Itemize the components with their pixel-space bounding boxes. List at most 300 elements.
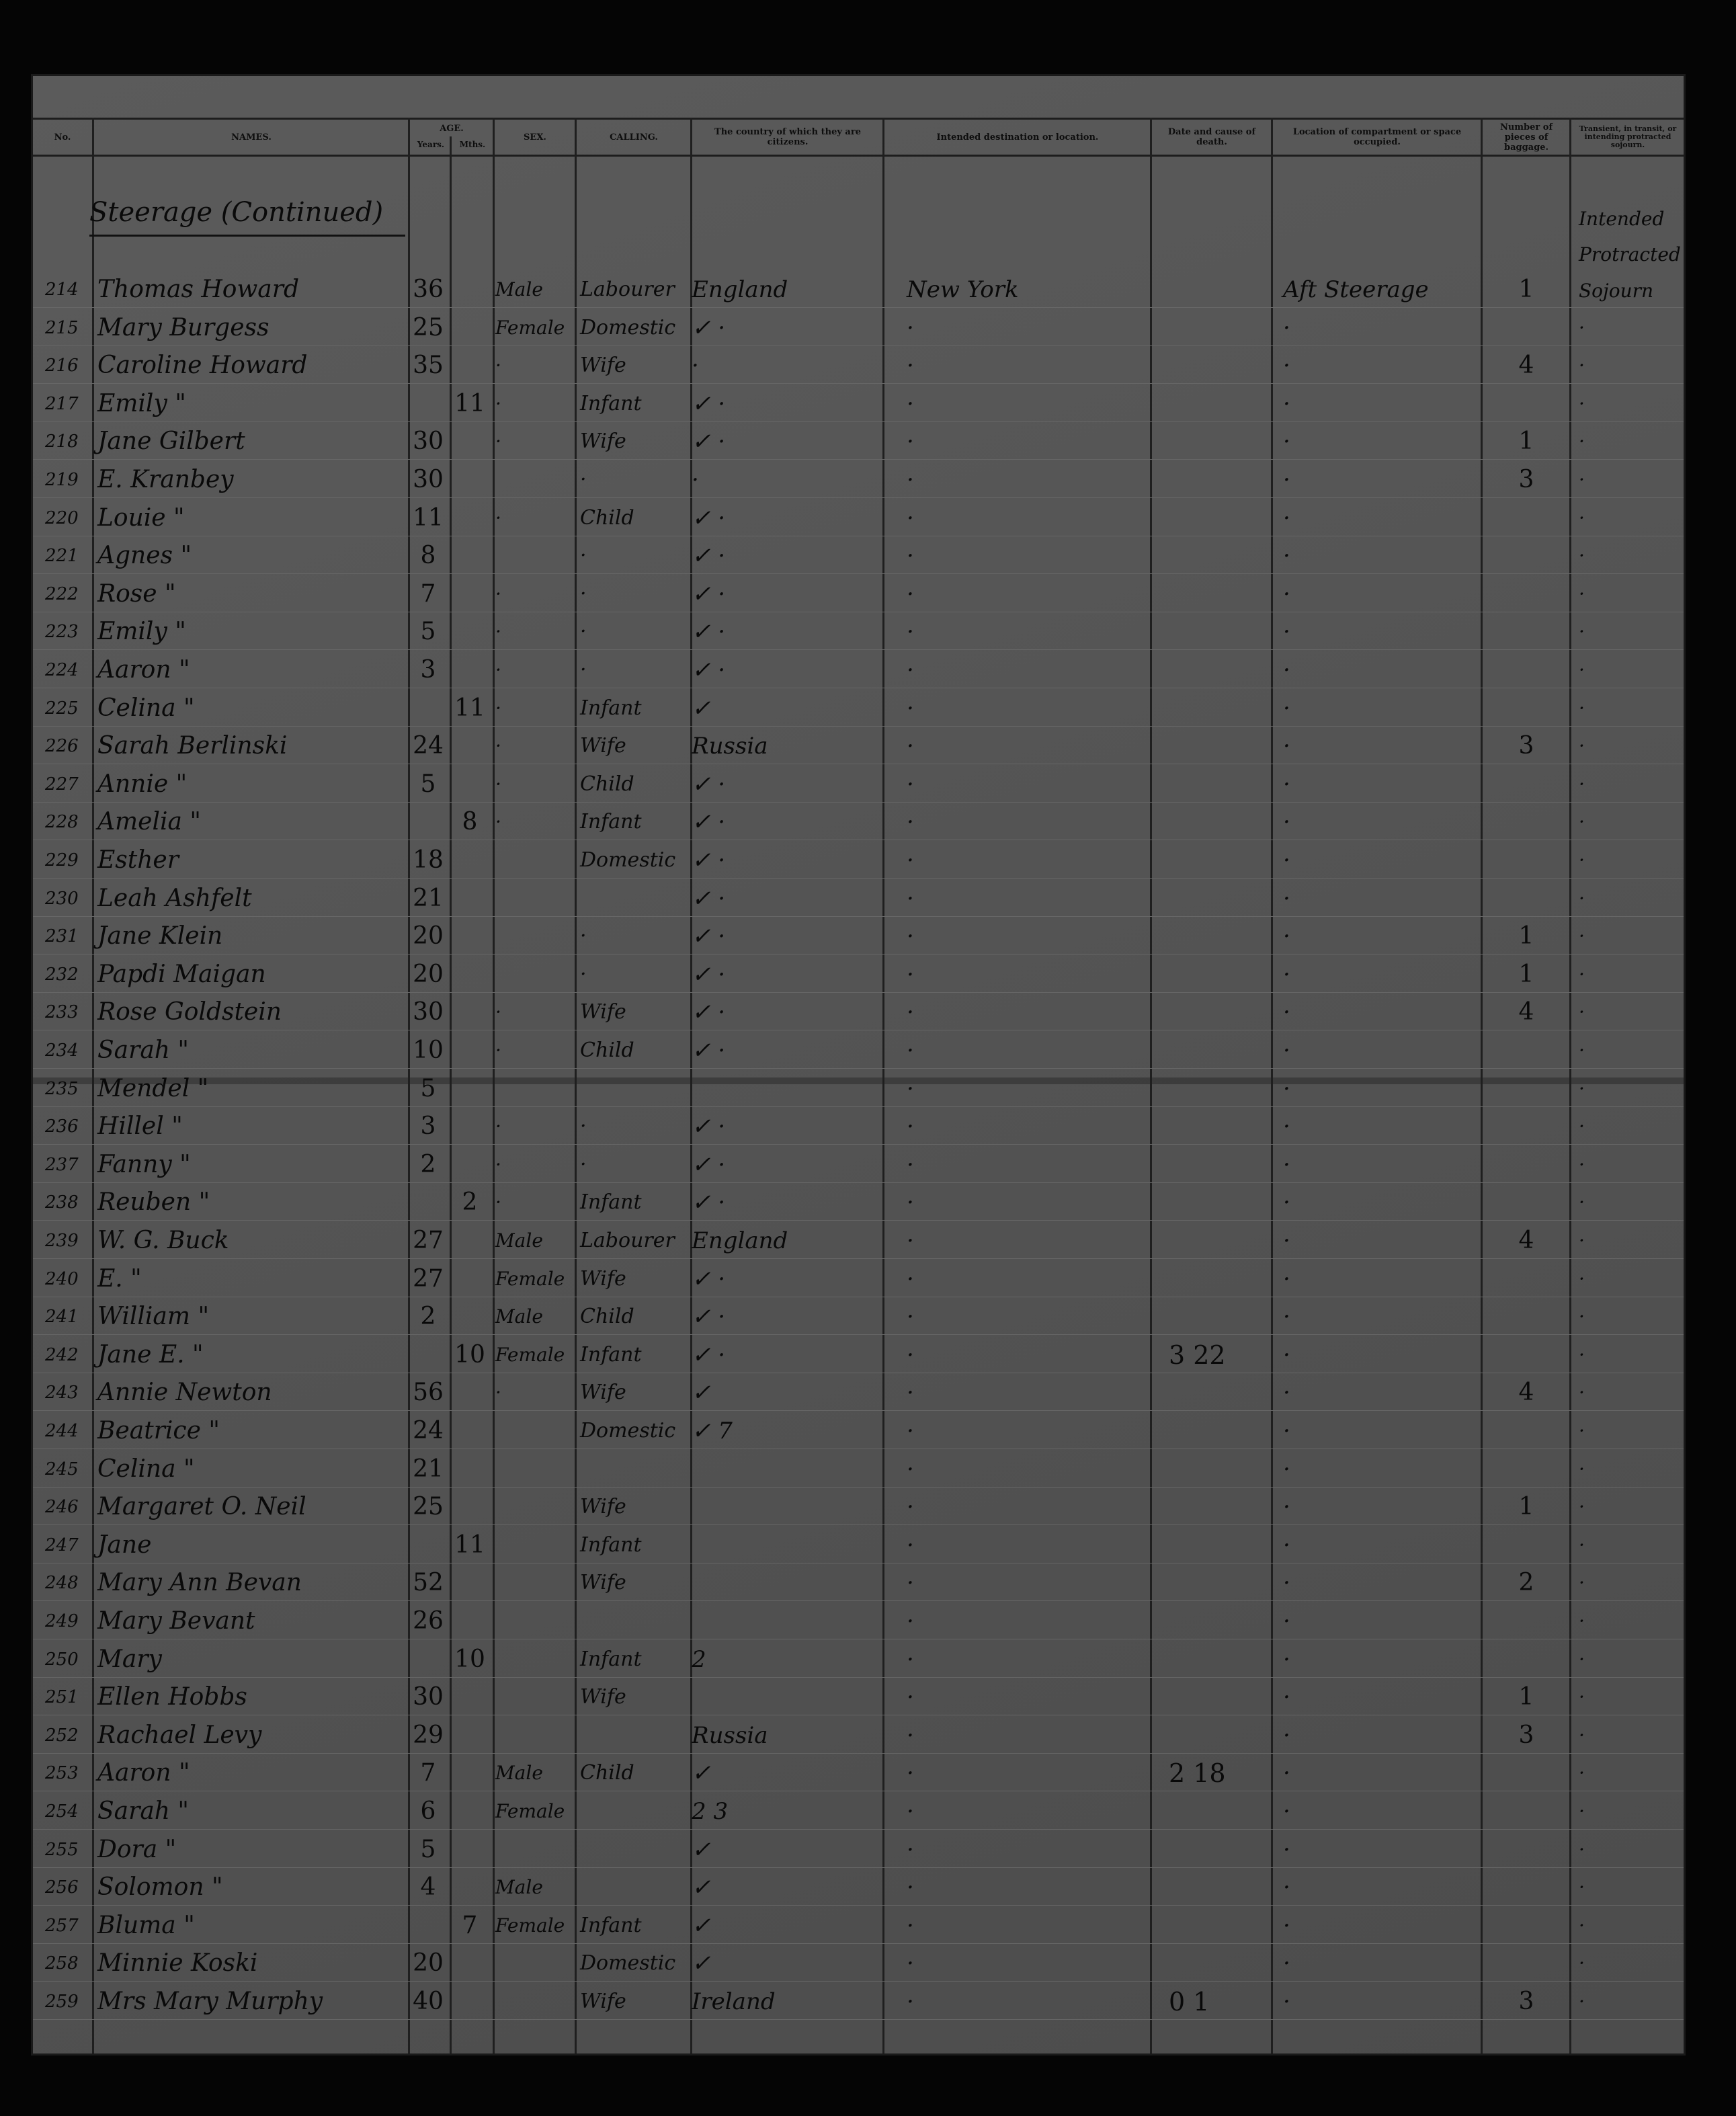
passenger-name: Emily "	[97, 618, 186, 645]
calling: Child	[580, 772, 634, 796]
calling: ·	[580, 963, 587, 986]
sex	[495, 1564, 575, 1602]
age-months	[450, 1298, 490, 1336]
calling: Wife	[580, 354, 626, 377]
age-years: 6	[420, 1797, 436, 1825]
passenger-name: Rose Goldstein	[97, 998, 282, 1026]
sex: ·	[495, 1115, 501, 1137]
passenger-number: 258	[45, 1953, 79, 1973]
age-years: 27	[413, 1227, 444, 1254]
passenger-number: 230	[45, 889, 79, 909]
baggage-count: 1	[1518, 1683, 1534, 1711]
header-baggage: Number of pieces of baggage.	[1499, 122, 1553, 153]
baggage-count	[1485, 1793, 1568, 1830]
age-years: 56	[413, 1379, 444, 1406]
destination: ·	[907, 1532, 914, 1559]
death-info	[1169, 1146, 1290, 1184]
age-months	[450, 1983, 490, 2021]
baggage-count	[1485, 880, 1568, 918]
country: ✓	[692, 695, 711, 722]
table-row	[33, 1678, 1686, 1716]
country	[692, 1488, 880, 1526]
passenger-number: 244	[45, 1421, 79, 1441]
passenger-number: 236	[45, 1116, 79, 1137]
sex: ·	[495, 1381, 501, 1403]
destination: ·	[907, 1646, 914, 1673]
country: ✓ ·	[692, 1151, 726, 1178]
manifest-sheet	[31, 74, 1686, 2056]
baggage-count	[1485, 1907, 1568, 1945]
compartment-location: ·	[1283, 505, 1290, 532]
baggage-count	[1485, 1260, 1568, 1298]
baggage-count	[1485, 537, 1568, 575]
baggage-count	[1485, 690, 1568, 727]
death-info	[1169, 347, 1290, 384]
table-row	[33, 1793, 1686, 1830]
table-row	[33, 727, 1686, 765]
table-row	[33, 1298, 1686, 1336]
age-years	[408, 803, 448, 841]
passenger-name: Esther	[97, 846, 179, 874]
death-info	[1169, 1641, 1290, 1678]
compartment-location: ·	[1283, 1646, 1290, 1673]
country: England	[692, 276, 788, 303]
transient-status: ·	[1579, 1077, 1585, 1100]
country: ✓	[692, 1950, 711, 1977]
sex	[495, 1602, 575, 1640]
age-months	[450, 1564, 490, 1602]
table-row	[33, 271, 1686, 309]
passenger-name: Emily "	[97, 390, 186, 417]
country	[692, 1527, 880, 1564]
table-row	[33, 1451, 1686, 1488]
baggage-count	[1485, 1754, 1568, 1792]
country: ✓ ·	[692, 771, 726, 798]
destination: ·	[907, 1266, 914, 1293]
calling: Domestic	[580, 1419, 676, 1442]
destination: ·	[907, 1151, 914, 1178]
header-age: AGE.	[440, 123, 464, 134]
transient-status: ·	[1579, 1305, 1585, 1328]
age-months	[450, 918, 490, 955]
country: ✓ ·	[692, 809, 726, 836]
sex	[495, 1678, 575, 1716]
baggage-count: 1	[1518, 428, 1534, 455]
compartment-location: ·	[1283, 1227, 1290, 1254]
sex	[495, 1983, 575, 2021]
death-info	[1169, 690, 1290, 727]
age-months	[450, 1602, 490, 1640]
table-row	[33, 309, 1686, 347]
sex	[495, 842, 575, 879]
calling: Infant	[580, 1190, 642, 1214]
sex: Female	[495, 1800, 565, 1822]
transient-status: ·	[1579, 1610, 1585, 1632]
destination: ·	[907, 1342, 914, 1369]
passenger-number: 246	[45, 1497, 79, 1517]
passenger-name: Louie "	[97, 504, 185, 532]
sex: ·	[495, 1001, 501, 1023]
sex	[495, 956, 575, 993]
age-years: 29	[413, 1721, 444, 1749]
death-info	[1169, 1793, 1290, 1830]
baggage-count: 1	[1518, 961, 1534, 988]
transient-status: ·	[1579, 1268, 1585, 1290]
calling: Infant	[580, 1343, 642, 1367]
age-years: 5	[420, 770, 436, 798]
compartment-location: ·	[1283, 1608, 1290, 1635]
header-calling: CALLING.	[610, 132, 658, 143]
calling: Wife	[580, 430, 626, 453]
compartment-location: ·	[1283, 923, 1290, 950]
table-row	[33, 1564, 1686, 1602]
passenger-name: Thomas Howard	[97, 276, 299, 303]
transient-status: ·	[1579, 1344, 1585, 1366]
death-info	[1169, 651, 1290, 689]
death-info	[1169, 1108, 1290, 1145]
calling: Child	[580, 1039, 634, 1062]
country: ✓ ·	[692, 1189, 726, 1216]
table-row	[33, 880, 1686, 918]
passenger-number: 252	[45, 1725, 79, 1746]
compartment-location: ·	[1283, 1266, 1290, 1293]
baggage-count	[1485, 1451, 1568, 1488]
baggage-count	[1485, 1945, 1568, 1982]
country: ✓ ·	[692, 315, 726, 341]
baggage-count: 4	[1518, 998, 1534, 1026]
compartment-location: ·	[1283, 1075, 1290, 1102]
destination: ·	[907, 771, 914, 798]
compartment-location: ·	[1283, 1532, 1290, 1559]
destination: ·	[907, 352, 914, 379]
calling: Child	[580, 506, 634, 530]
transient-status: ·	[1579, 925, 1585, 947]
baggage-count	[1485, 651, 1568, 689]
passenger-name: Dora "	[97, 1836, 177, 1863]
table-row	[33, 1108, 1686, 1145]
table-row	[33, 918, 1686, 955]
passenger-number: 215	[45, 318, 79, 338]
transient-status: ·	[1579, 1876, 1585, 1898]
transient-status: ·	[1579, 735, 1585, 757]
age-months	[450, 1831, 490, 1869]
sex	[495, 537, 575, 575]
destination: ·	[907, 999, 914, 1026]
transient-note: Intended	[1579, 208, 1665, 230]
age-years: 40	[413, 1988, 444, 2015]
baggage-count	[1485, 1032, 1568, 1069]
age-years	[408, 1527, 448, 1564]
age-months	[450, 727, 490, 765]
country: ✓ ·	[692, 542, 726, 569]
death-info	[1169, 1451, 1290, 1488]
passenger-name: Sarah "	[97, 1797, 189, 1825]
death-info	[1169, 1488, 1290, 1526]
compartment-location: ·	[1283, 466, 1290, 493]
passenger-number: 223	[45, 622, 79, 642]
passenger-number: 253	[45, 1763, 79, 1783]
passenger-number: 237	[45, 1155, 79, 1175]
compartment-location: ·	[1283, 847, 1290, 874]
passenger-name: William "	[97, 1303, 210, 1330]
passenger-number: 247	[45, 1535, 79, 1555]
transient-status: ·	[1579, 849, 1585, 871]
passenger-name: E. "	[97, 1265, 142, 1293]
calling: Infant	[580, 810, 642, 833]
transient-status: ·	[1579, 317, 1585, 339]
passenger-number: 218	[45, 432, 79, 452]
baggage-count: 4	[1518, 1379, 1534, 1406]
baggage-count: 1	[1518, 276, 1534, 303]
transient-status: ·	[1579, 659, 1585, 681]
death-info	[1169, 423, 1290, 460]
death-info	[1169, 993, 1290, 1031]
table-row	[33, 1945, 1686, 1982]
transient-status: ·	[1579, 963, 1585, 985]
passenger-number: 219	[45, 470, 79, 490]
passenger-name: Mrs Mary Murphy	[97, 1988, 323, 2015]
death-info	[1169, 1374, 1290, 1412]
table-row	[33, 1717, 1686, 1754]
sex	[495, 880, 575, 918]
section-underline	[89, 235, 405, 237]
passenger-name: Aaron "	[97, 1759, 190, 1787]
table-row	[33, 956, 1686, 993]
age-years: 7	[420, 580, 436, 608]
age-months	[450, 651, 490, 689]
calling: ·	[580, 468, 587, 491]
age-months	[450, 347, 490, 384]
death-info	[1169, 575, 1290, 613]
country: ✓	[692, 1836, 711, 1863]
calling: Infant	[580, 1647, 642, 1671]
destination: ·	[907, 1494, 914, 1520]
compartment-location: ·	[1283, 352, 1290, 379]
death-info	[1169, 727, 1290, 765]
age-years: 10	[413, 1036, 444, 1064]
death-info	[1169, 1412, 1290, 1450]
baggage-count	[1485, 1336, 1568, 1374]
age-months	[450, 880, 490, 918]
age-years: 5	[420, 618, 436, 645]
compartment-location: ·	[1283, 428, 1290, 455]
sex: Female	[495, 1914, 565, 1937]
baggage-count: 3	[1518, 1721, 1534, 1749]
compartment-location: Aft Steerage	[1283, 276, 1429, 303]
transient-status: ·	[1579, 583, 1585, 605]
compartment-location: ·	[1283, 1722, 1290, 1749]
table-row	[33, 537, 1686, 575]
country: ✓	[692, 1874, 711, 1901]
compartment-location: ·	[1283, 999, 1290, 1026]
passenger-number: 243	[45, 1383, 79, 1403]
baggage-count	[1485, 385, 1568, 423]
death-info: 3 22	[1169, 1340, 1226, 1370]
sex	[495, 1945, 575, 1982]
compartment-location: ·	[1283, 1303, 1290, 1330]
age-years: 18	[413, 846, 444, 874]
table-row	[33, 385, 1686, 423]
baggage-count	[1485, 803, 1568, 841]
calling: Wife	[580, 1000, 626, 1024]
country: England	[692, 1227, 788, 1254]
passenger-number: 214	[45, 280, 79, 300]
table-row	[33, 347, 1686, 384]
header-no: No.	[54, 132, 71, 143]
country: ✓ ·	[692, 1113, 726, 1140]
table-row	[33, 1983, 1686, 2021]
table-row	[33, 499, 1686, 537]
transient-status: ·	[1579, 1914, 1585, 1937]
header-names: NAMES.	[231, 132, 272, 143]
table-row	[33, 1412, 1686, 1450]
passenger-number: 229	[45, 850, 79, 870]
sex: ·	[495, 620, 501, 643]
country: ✓ ·	[692, 657, 726, 684]
passenger-name: Sarah Berlinski	[97, 732, 288, 760]
death-info	[1169, 842, 1290, 879]
country: ✓ ·	[692, 618, 726, 645]
passenger-name: Mary Burgess	[97, 314, 270, 341]
age-years: 4	[420, 1873, 436, 1901]
compartment-location: ·	[1283, 1836, 1290, 1863]
death-info	[1169, 1945, 1290, 1982]
compartment-location: ·	[1283, 1912, 1290, 1939]
destination: ·	[907, 466, 914, 493]
baggage-count: 3	[1518, 1988, 1534, 2015]
age-years: 36	[413, 276, 444, 303]
calling: Labourer	[580, 278, 675, 301]
country: ✓ ·	[692, 1342, 726, 1369]
baggage-count	[1485, 1831, 1568, 1869]
destination: ·	[907, 695, 914, 722]
calling: Wife	[580, 1381, 626, 1404]
passenger-name: Mary	[97, 1645, 162, 1673]
table-row	[33, 1831, 1686, 1869]
age-months	[450, 1717, 490, 1754]
passenger-number: 245	[45, 1459, 79, 1479]
age-years: 20	[413, 1949, 444, 1977]
table-row	[33, 1374, 1686, 1412]
passenger-number: 227	[45, 774, 79, 795]
table-header	[33, 118, 1686, 157]
death-info	[1169, 1717, 1290, 1754]
destination: ·	[907, 1950, 914, 1977]
death-info	[1169, 1831, 1290, 1869]
death-info	[1169, 613, 1290, 651]
destination: ·	[907, 1227, 914, 1254]
table-row	[33, 461, 1686, 499]
table-row	[33, 423, 1686, 460]
calling	[580, 1070, 688, 1108]
transient-status: ·	[1579, 1115, 1585, 1137]
age-years: 7	[420, 1759, 436, 1787]
age-months: 7	[462, 1912, 478, 1939]
sex: Female	[495, 1344, 565, 1366]
death-info	[1169, 309, 1290, 347]
destination: ·	[907, 581, 914, 608]
transient-status: ·	[1579, 773, 1585, 795]
age-years	[408, 1184, 448, 1221]
destination: ·	[907, 1874, 914, 1901]
table-row	[33, 1260, 1686, 1298]
passenger-name: Ellen Hobbs	[97, 1683, 247, 1711]
transient-status: ·	[1579, 1496, 1585, 1518]
passenger-number: 255	[45, 1840, 79, 1860]
table-row	[33, 1032, 1686, 1069]
header-sex: SEX.	[524, 132, 546, 143]
country: ✓ 7	[692, 1418, 733, 1444]
country	[692, 1678, 880, 1716]
table-row	[33, 1641, 1686, 1678]
age-months: 8	[462, 808, 478, 836]
passenger-number: 257	[45, 1916, 79, 1936]
compartment-location: ·	[1283, 657, 1290, 684]
death-info	[1169, 385, 1290, 423]
table-row	[33, 1754, 1686, 1792]
age-months	[450, 575, 490, 613]
compartment-location: ·	[1283, 885, 1290, 912]
country: 2	[692, 1646, 706, 1673]
sex: ·	[495, 659, 501, 681]
transient-status: ·	[1579, 1229, 1585, 1252]
passenger-number: 235	[45, 1079, 79, 1099]
sex: ·	[495, 354, 501, 376]
passenger-name: Agnes "	[97, 542, 192, 569]
destination: ·	[907, 1684, 914, 1711]
death-info	[1169, 766, 1290, 803]
country: Russia	[692, 733, 768, 760]
transient-status: ·	[1579, 507, 1585, 529]
country: Ireland	[692, 1988, 776, 2015]
age-months: 11	[454, 390, 485, 417]
header-destination: Intended destination or location.	[936, 132, 1099, 143]
country: ·	[692, 466, 699, 493]
baggage-count	[1485, 499, 1568, 537]
calling	[580, 1793, 688, 1830]
destination: ·	[907, 315, 914, 341]
section-title: Steerage (Continued)	[89, 197, 384, 228]
transient-status: ·	[1579, 1381, 1585, 1403]
calling: Infant	[580, 1914, 642, 1937]
passenger-number: 239	[45, 1231, 79, 1251]
destination: ·	[907, 1113, 914, 1140]
passenger-number: 248	[45, 1573, 79, 1593]
death-info	[1169, 1527, 1290, 1564]
baggage-count: 3	[1518, 732, 1534, 760]
baggage-count	[1485, 842, 1568, 879]
sex: ·	[495, 583, 501, 605]
country	[692, 1602, 880, 1640]
age-years: 30	[413, 1683, 444, 1711]
calling: Infant	[580, 1533, 642, 1557]
calling: Child	[580, 1305, 634, 1328]
table-row	[33, 613, 1686, 651]
passenger-name: Fanny "	[97, 1151, 191, 1178]
table-row	[33, 1222, 1686, 1260]
country: ✓ ·	[692, 923, 726, 950]
age-months: 10	[454, 1341, 485, 1369]
transient-status: ·	[1579, 1648, 1585, 1670]
sex: Male	[495, 1305, 543, 1328]
passenger-name: Bluma "	[97, 1912, 195, 1939]
passenger-number: 228	[45, 812, 79, 832]
sex: Male	[495, 1762, 543, 1784]
calling: Infant	[580, 696, 642, 720]
passenger-name: Rose "	[97, 580, 176, 608]
destination: ·	[907, 1760, 914, 1787]
transient-status: ·	[1579, 544, 1585, 567]
